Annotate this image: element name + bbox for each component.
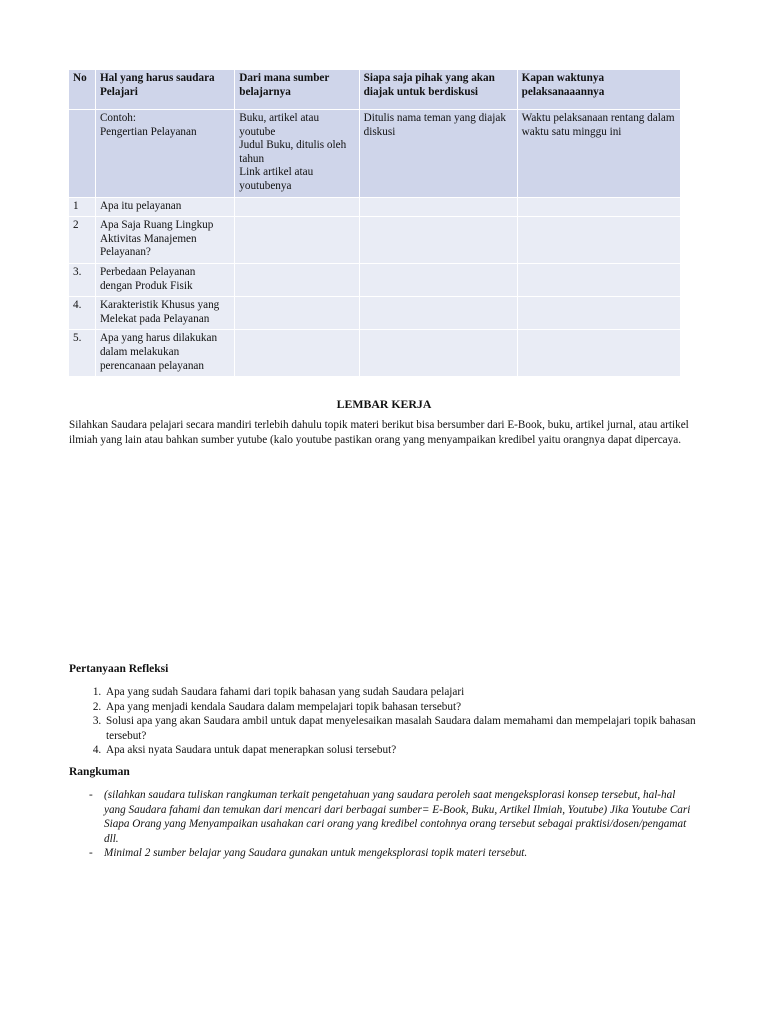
row-topic: Karakteristik Khusus yang Melekat pada Pelayanan	[95, 297, 234, 330]
row-source-cell[interactable]	[235, 297, 359, 330]
header-no: No	[69, 70, 95, 110]
intro-paragraph: Silahkan Saudara pelajari secara mandiri terlebih dahulu topik materi berikut bisa bersumber dari E-Book, buku, artikel jurnal, atau artikel ilmiah yang lain atau bahkan sumber yutube (kalo youtube pastikan orang yang menyampaikan kredibel yaitu orangnya dapat dipercaya.	[69, 419, 689, 446]
summary-heading: Rangkuman	[69, 766, 130, 778]
summary-list	[69, 788, 691, 861]
reflection-heading: Pertanyaan Refleksi	[69, 663, 169, 675]
row-schedule-cell[interactable]	[517, 217, 680, 264]
header-discussion-partners: Siapa saja pihak yang akan diajak untuk berdiskusi	[359, 70, 517, 110]
row-discussion-cell[interactable]	[359, 263, 517, 296]
worksheet-title: LEMBAR KERJA	[336, 397, 432, 411]
example-topic-text: Pengertian Pelayanan	[99, 125, 197, 138]
list-item: 3. Solusi apa yang akan Saudara ambil untuk dapat menyelesaikan masalah Saudara dalam memahami dan mempelajari topik bahasan tersebut?	[104, 714, 726, 743]
row-topic: Apa Saja Ruang Lingkup Aktivitas Manajemen Pelayanan?	[95, 217, 234, 264]
example-topic	[95, 110, 234, 198]
row-no: 1	[69, 197, 95, 217]
example-source-line: Judul Buku, ditulis oleh tahun	[239, 139, 347, 165]
row-topic: Perbedaan Pelayanan dengan Produk Fisik	[95, 263, 234, 296]
example-schedule: Waktu pelaksanaan rentang dalam waktu satu minggu ini	[517, 110, 680, 198]
row-schedule-cell[interactable]	[517, 330, 680, 377]
row-discussion-cell[interactable]	[359, 330, 517, 377]
list-item	[69, 788, 691, 846]
table-row	[69, 297, 681, 330]
bullet-dash: -	[89, 847, 93, 859]
header-source: Dari mana sumber belajarnya	[235, 70, 359, 110]
bullet-dash: -	[89, 789, 93, 801]
row-no: 2	[69, 217, 95, 264]
row-topic: Apa itu pelayanan	[95, 197, 234, 217]
summary-item-text: (silahkan saudara tuliskan rangkuman terkait pengetahuan yang saudara peroleh saat mengeksplorasi konsep tersebut, hal-hal yang Saudara fahami dan temukan dari mencari dari berbagai sumber= E-Book, Buku, Artikel Ilmiah, Youtube) Jika Youtube Cari Siapa Orang yang Menyampaikan usahakan cari orang yang kredibel contohnya orang tersebut sebagai praktisi/dosen/pengamat dll.	[104, 789, 691, 845]
row-discussion-cell[interactable]	[359, 297, 517, 330]
example-source-line: Link artikel atau youtubenya	[239, 166, 314, 192]
table-row	[69, 263, 681, 296]
example-no	[69, 110, 95, 198]
reflection-list	[69, 685, 726, 758]
row-source-cell[interactable]	[235, 217, 359, 264]
summary-item-text: Minimal 2 sumber belajar yang Saudara gunakan untuk mengeksplorasi topik materi tersebut.	[104, 847, 528, 859]
row-source-cell[interactable]	[235, 330, 359, 377]
list-item: 2. Apa yang menjadi kendala Saudara dalam mempelajari topik bahasan tersebut?	[104, 700, 726, 715]
header-schedule: Kapan waktunya pelaksanaaannya	[517, 70, 680, 110]
row-no: 4.	[69, 297, 95, 330]
row-topic: Apa yang harus dilakukan dalam melakukan perencanaan pelayanan	[95, 330, 234, 377]
example-row	[69, 110, 681, 198]
example-label: Contoh:	[99, 112, 137, 124]
header-topic: Hal yang harus saudara Pelajari	[95, 70, 234, 110]
list-item: 4. Apa aksi nyata Saudara untuk dapat menerapkan solusi tersebut?	[104, 743, 726, 758]
table-row	[69, 330, 681, 377]
list-item: 1. Apa yang sudah Saudara fahami dari topik bahasan yang sudah Saudara pelajari	[104, 685, 726, 700]
row-no: 5.	[69, 330, 95, 377]
row-schedule-cell[interactable]	[517, 197, 680, 217]
row-no: 3.	[69, 263, 95, 296]
row-discussion-cell[interactable]	[359, 217, 517, 264]
row-schedule-cell[interactable]	[517, 263, 680, 296]
table-row	[69, 217, 681, 264]
table-header-row	[69, 70, 681, 110]
example-source	[235, 110, 359, 198]
row-source-cell[interactable]	[235, 197, 359, 217]
list-item	[69, 846, 691, 861]
study-plan-table	[69, 70, 681, 377]
row-schedule-cell[interactable]	[517, 297, 680, 330]
row-source-cell[interactable]	[235, 263, 359, 296]
example-discussion-partners: Ditulis nama teman yang diajak diskusi	[359, 110, 517, 198]
row-discussion-cell[interactable]	[359, 197, 517, 217]
table-row	[69, 197, 681, 217]
example-source-line: Buku, artikel atau youtube	[239, 112, 320, 138]
